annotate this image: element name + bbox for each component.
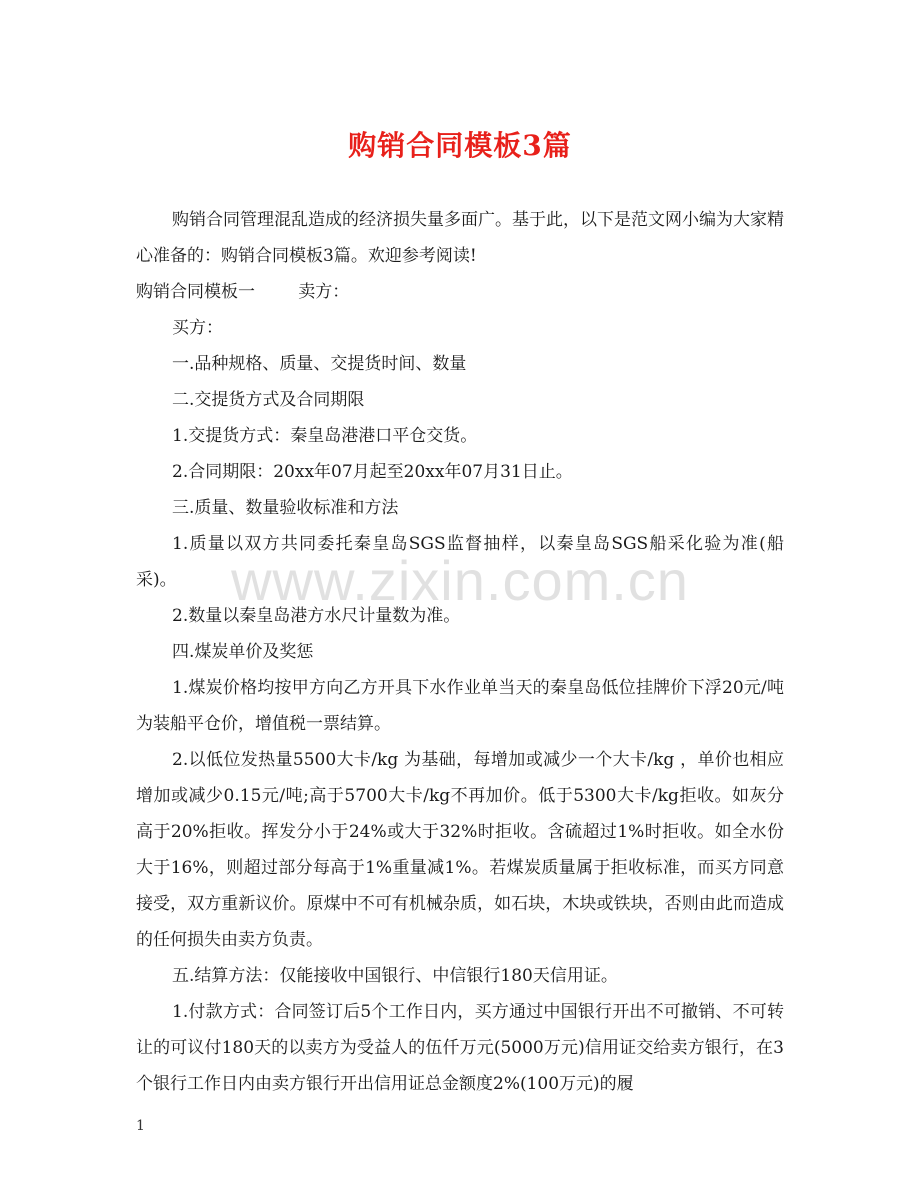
- section-3-heading: 三.质量、数量验收标准和方法: [172, 498, 399, 518]
- watermark: www.zixin.com.cn: [231, 549, 689, 612]
- document-title: 购销合同模板3篇: [348, 129, 572, 162]
- document-body: [136, 202, 784, 1102]
- section-3-item-2: 2.数量以秦皇岛港方水尺计量数为准。: [172, 606, 461, 626]
- buyer-line: 买方：: [172, 318, 223, 338]
- section-2-item-1: 1.交提货方式：秦皇岛港港口平仓交货。: [172, 426, 478, 446]
- page-number: 1: [136, 1118, 145, 1134]
- template-one-heading: 购销合同模板一 卖方：: [136, 282, 350, 302]
- section-4-heading: 四.煤炭单价及奖惩: [172, 642, 314, 662]
- intro-paragraph: 购销合同管理混乱造成的经济损失量多面广。基于此，以下是范文网小编为大家精心准备的：购销合同模板3篇。欢迎参考阅读!: [136, 210, 784, 266]
- section-5-heading: 五.结算方法：仅能接收中国银行、中信银行180天信用证。: [172, 966, 618, 986]
- section-4-item-2: 2.以低位发热量5500大卡/kg 为基础，每增加或减少一个大卡/kg ，单价也相应增加或减少0.15元/吨;高于5700大卡/kg不再加价。低于5300大卡/kg拒收。如灰分高于20%拒收。挥发分小于24%或大于32%时拒收。含硫超过1%时拒收。如全水份大于16%，则超过部分每高于1%重量减1%。若煤炭质量属于拒收标准，而买方同意接受，双方重新议价。原煤中不可有机械杂质，如石块，木块或铁块，否则由此而造成的任何损失由卖方负责。: [136, 750, 784, 950]
- section-2-item-2: 2.合同期限：20xx年07月起至20xx年07月31日止。: [172, 462, 573, 482]
- section-3-item-1: 1.质量以双方共同委托秦皇岛SGS监督抽样，以秦皇岛SGS船采化验为准(船采)。: [136, 534, 784, 590]
- section-1-heading: 一.品种规格、质量、交提货时间、数量: [172, 354, 467, 374]
- section-2-heading: 二.交提货方式及合同期限: [172, 390, 365, 410]
- section-4-item-1: 1.煤炭价格均按甲方向乙方开具下水作业单当天的秦皇岛低位挂牌价下浮20元/吨为装船平仓价，增值税一票结算。: [136, 678, 784, 734]
- section-5-item-1: 1.付款方式：合同签订后5个工作日内，买方通过中国银行开出不可撤销、不可转让的可议付180天的以卖方为受益人的伍仟万元(5000万元)信用证交给卖方银行，在3个银行工作日内由卖方银行开出信用证总金额度2%(100万元)的履: [136, 1002, 784, 1094]
